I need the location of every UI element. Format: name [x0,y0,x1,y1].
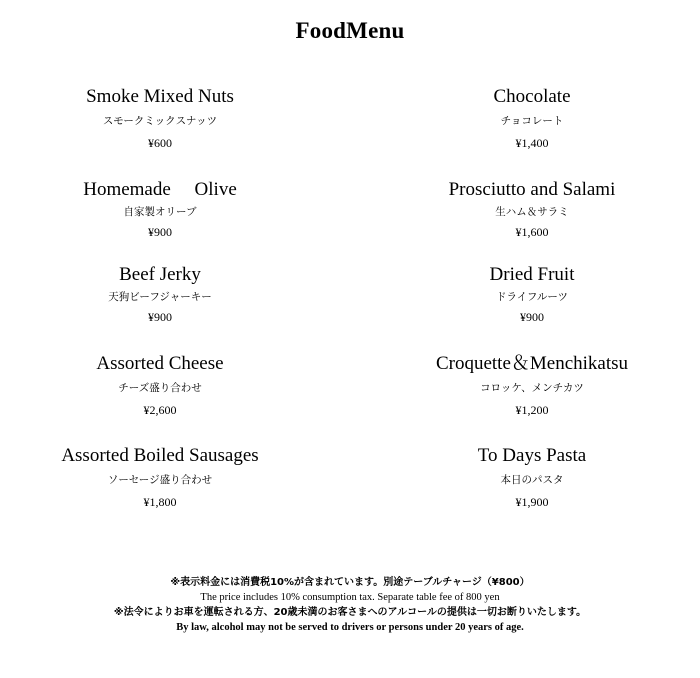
menu-item-dried-fruit [372,264,692,324]
alcohol-note-jp: ※法令によりお車を運転される方、20歳未満のお客さまへのアルコールの提供は一切お断りいたします。 [113,607,587,618]
item-price: ¥1,600 [515,225,549,239]
item-price: ¥600 [148,136,172,150]
tax-note-en: The price includes 10% consumption tax. Separate table fee of 800 yen [200,592,500,603]
item-price: ¥1,800 [143,495,177,509]
menu-item-croquette-menchikatsu [372,353,692,417]
item-price: ¥2,600 [143,403,177,417]
item-name-jp: チョコレート [500,115,564,127]
item-name-jp: ドライフルーツ [495,291,569,303]
item-name: Assorted Cheese [96,353,224,374]
item-name-jp: 自家製オリーブ [123,206,197,218]
item-name-jp: 生ハム＆サラミ [495,206,569,218]
menu-item-chocolate [372,86,692,150]
menu-notes [0,575,700,635]
menu-item-prosciutto-and-salami [372,179,692,239]
item-name: Homemade Olive [83,179,237,200]
alcohol-note-en: By law, alcohol may not be served to drivers or persons under 20 years of age. [176,622,524,633]
item-name-jp: スモークミックスナッツ [102,115,218,127]
tax-note-jp: ※表示料金には消費税10%が含まれています。別途テーブルチャージ（¥800） [170,577,530,588]
item-price: ¥1,200 [515,403,549,417]
item-name-jp: 本日のパスタ [500,474,564,486]
item-name-jp: 天狗ビーフジャーキー [108,291,212,303]
menu-item-to-days-pasta [372,445,692,509]
item-price: ¥900 [520,310,544,324]
menu-item-homemade-olive [0,179,320,239]
item-name: Assorted Boiled Sausages [61,445,259,466]
item-name: Beef Jerky [119,264,201,285]
item-price: ¥900 [148,310,172,324]
item-price: ¥900 [148,225,172,239]
item-name: Prosciutto and Salami [448,179,616,200]
menu-item-beef-jerky [0,264,320,324]
item-name: Croquette＆Menchikatsu [435,353,629,374]
menu-item-assorted-cheese [0,353,320,417]
item-name: Chocolate [493,86,571,107]
menu-title: FoodMenu [295,18,405,43]
item-name-jp: チーズ盛り合わせ [118,382,202,394]
item-price: ¥1,900 [515,495,549,509]
item-price: ¥1,400 [515,136,549,150]
item-name: Dried Fruit [489,264,575,285]
menu-item-smoke-mixed-nuts [0,86,320,150]
menu-item-assorted-boiled-sausages [0,445,320,509]
item-name-jp: ソーセージ盛り合わせ [107,474,213,486]
item-name: Smoke Mixed Nuts [86,86,234,107]
item-name: To Days Pasta [477,445,587,466]
item-name-jp: コロッケ、メンチカツ [480,382,584,394]
